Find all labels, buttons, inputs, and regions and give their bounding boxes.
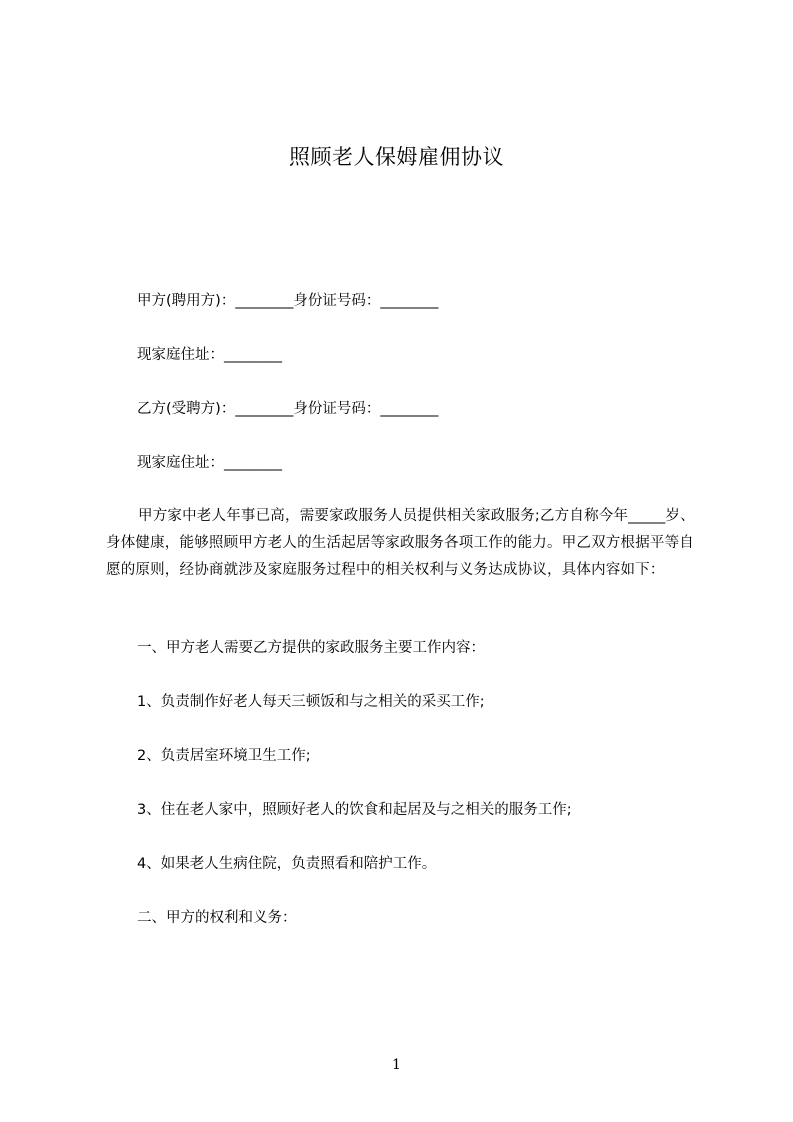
section-heading-party-a-rights: 二、甲方的权利和义务： xyxy=(137,910,297,926)
document-title: 照顾老人保姆雇佣协议 xyxy=(289,145,504,169)
party-a-address-line: 现家庭住址：________ xyxy=(137,347,282,363)
work-item-4: 4、如果老人生病住院，负责照看和陪护工作。 xyxy=(137,856,437,872)
section-heading-work-content: 一、甲方老人需要乙方提供的家政服务主要工作内容： xyxy=(137,640,485,656)
party-a-line: 甲方(聘用方)：________身份证号码：________ xyxy=(137,293,439,309)
intro-paragraph xyxy=(106,503,706,584)
intro-paragraph-text: 甲方家中老人年事已高，需要家政服务人员提供相关家政服务;乙方自称今年_____岁、身体健康，能够照顾甲方老人的生活起居等家政服务各项工作的能力。甲乙双方根据平等自愿的原则，经协商就涉及家庭服务过程中的相关权利与义务达成协议，具体内容如下： xyxy=(106,508,695,578)
work-item-2: 2、负责居室环境卫生工作; xyxy=(137,748,311,764)
work-item-3: 3、住在老人家中，照顾好老人的饮食和起居及与之相关的服务工作; xyxy=(137,802,572,818)
party-b-address-line: 现家庭住址：________ xyxy=(137,455,282,471)
work-item-1: 1、负责制作好老人每天三顿饭和与之相关的采买工作; xyxy=(137,694,485,710)
page-number: 1 xyxy=(392,1057,401,1073)
party-b-line: 乙方(受聘方)：________身份证号码：________ xyxy=(137,401,439,417)
